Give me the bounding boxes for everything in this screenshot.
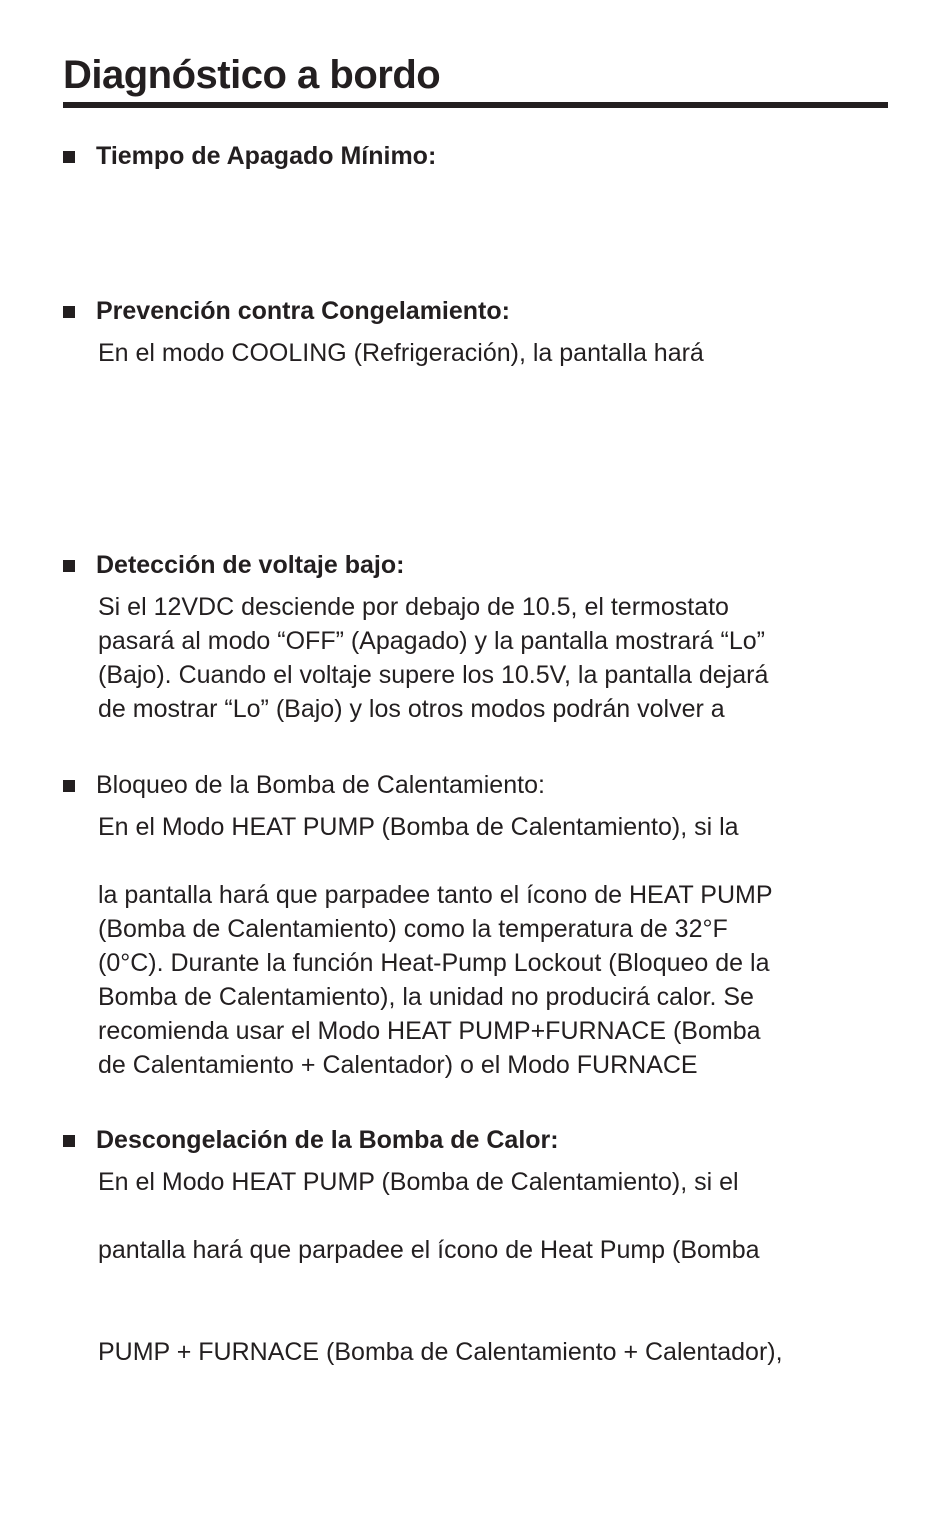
section-body bbox=[63, 336, 893, 370]
title-rule bbox=[63, 102, 888, 108]
section-freeze-prevention bbox=[63, 294, 893, 370]
section-heading: Prevención contra Congelamiento: bbox=[96, 297, 510, 325]
square-bullet-icon bbox=[63, 560, 75, 572]
body-line: (Bajo). Cuando el voltaje supere los 10.5V, la pantalla dejará bbox=[98, 661, 769, 689]
square-bullet-icon bbox=[63, 1135, 75, 1147]
square-bullet-icon bbox=[63, 306, 75, 318]
section-body bbox=[63, 590, 893, 726]
body-line: pasará al modo “OFF” (Apagado) y la pantalla mostrará “Lo” bbox=[98, 627, 765, 655]
body-line: Si el 12VDC desciende por debajo de 10.5, el termostato bbox=[98, 593, 729, 621]
body-line: En el Modo HEAT PUMP (Bomba de Calentamiento), si la bbox=[98, 813, 739, 841]
section-heading-row bbox=[63, 548, 893, 582]
body-line: pantalla hará que parpadee el ícono de Heat Pump (Bomba bbox=[98, 1236, 760, 1264]
section-heading: Tiempo de Apagado Mínimo: bbox=[96, 142, 437, 170]
body-line: de mostrar “Lo” (Bajo) y los otros modos podrán volver a bbox=[98, 695, 725, 723]
body-line: PUMP + FURNACE (Bomba de Calentamiento + Calentador), bbox=[98, 1338, 783, 1366]
page-title: Diagnóstico a bordo bbox=[63, 53, 441, 97]
blank-line bbox=[98, 1267, 893, 1301]
body-line: (0°C). Durante la función Heat-Pump Lockout (Bloqueo de la bbox=[98, 949, 770, 977]
body-line: En el Modo HEAT PUMP (Bomba de Calentamiento), si el bbox=[98, 1168, 739, 1196]
section-heading-row bbox=[63, 139, 893, 173]
blank-line bbox=[98, 1301, 893, 1335]
section-heat-pump-lockout bbox=[63, 768, 893, 1082]
body-line: (Bomba de Calentamiento) como la temperatura de 32°F bbox=[98, 915, 728, 943]
square-bullet-icon bbox=[63, 780, 75, 792]
section-minimum-off-time bbox=[63, 139, 893, 173]
section-heading-row bbox=[63, 1123, 893, 1157]
body-line: Bomba de Calentamiento), la unidad no producirá calor. Se bbox=[98, 983, 754, 1011]
body-line: En el modo COOLING (Refrigeración), la pantalla hará bbox=[98, 339, 704, 367]
section-heading: Descongelación de la Bomba de Calor: bbox=[96, 1126, 559, 1154]
body-line: recomienda usar el Modo HEAT PUMP+FURNACE (Bomba bbox=[98, 1017, 761, 1045]
blank-line bbox=[98, 1199, 893, 1233]
section-heat-pump-defrost bbox=[63, 1123, 893, 1369]
section-heading: Bloqueo de la Bomba de Calentamiento: bbox=[96, 771, 545, 799]
section-low-voltage-detection bbox=[63, 548, 893, 726]
section-heading: Detección de voltaje bajo: bbox=[96, 551, 405, 579]
section-body bbox=[63, 810, 893, 1082]
square-bullet-icon bbox=[63, 151, 75, 163]
body-line: de Calentamiento + Calentador) o el Modo FURNACE bbox=[98, 1051, 698, 1079]
section-heading-row bbox=[63, 768, 893, 802]
section-heading-row bbox=[63, 294, 893, 328]
section-body bbox=[63, 1165, 893, 1369]
blank-line bbox=[98, 844, 893, 878]
body-line: la pantalla hará que parpadee tanto el ícono de HEAT PUMP bbox=[98, 881, 773, 909]
